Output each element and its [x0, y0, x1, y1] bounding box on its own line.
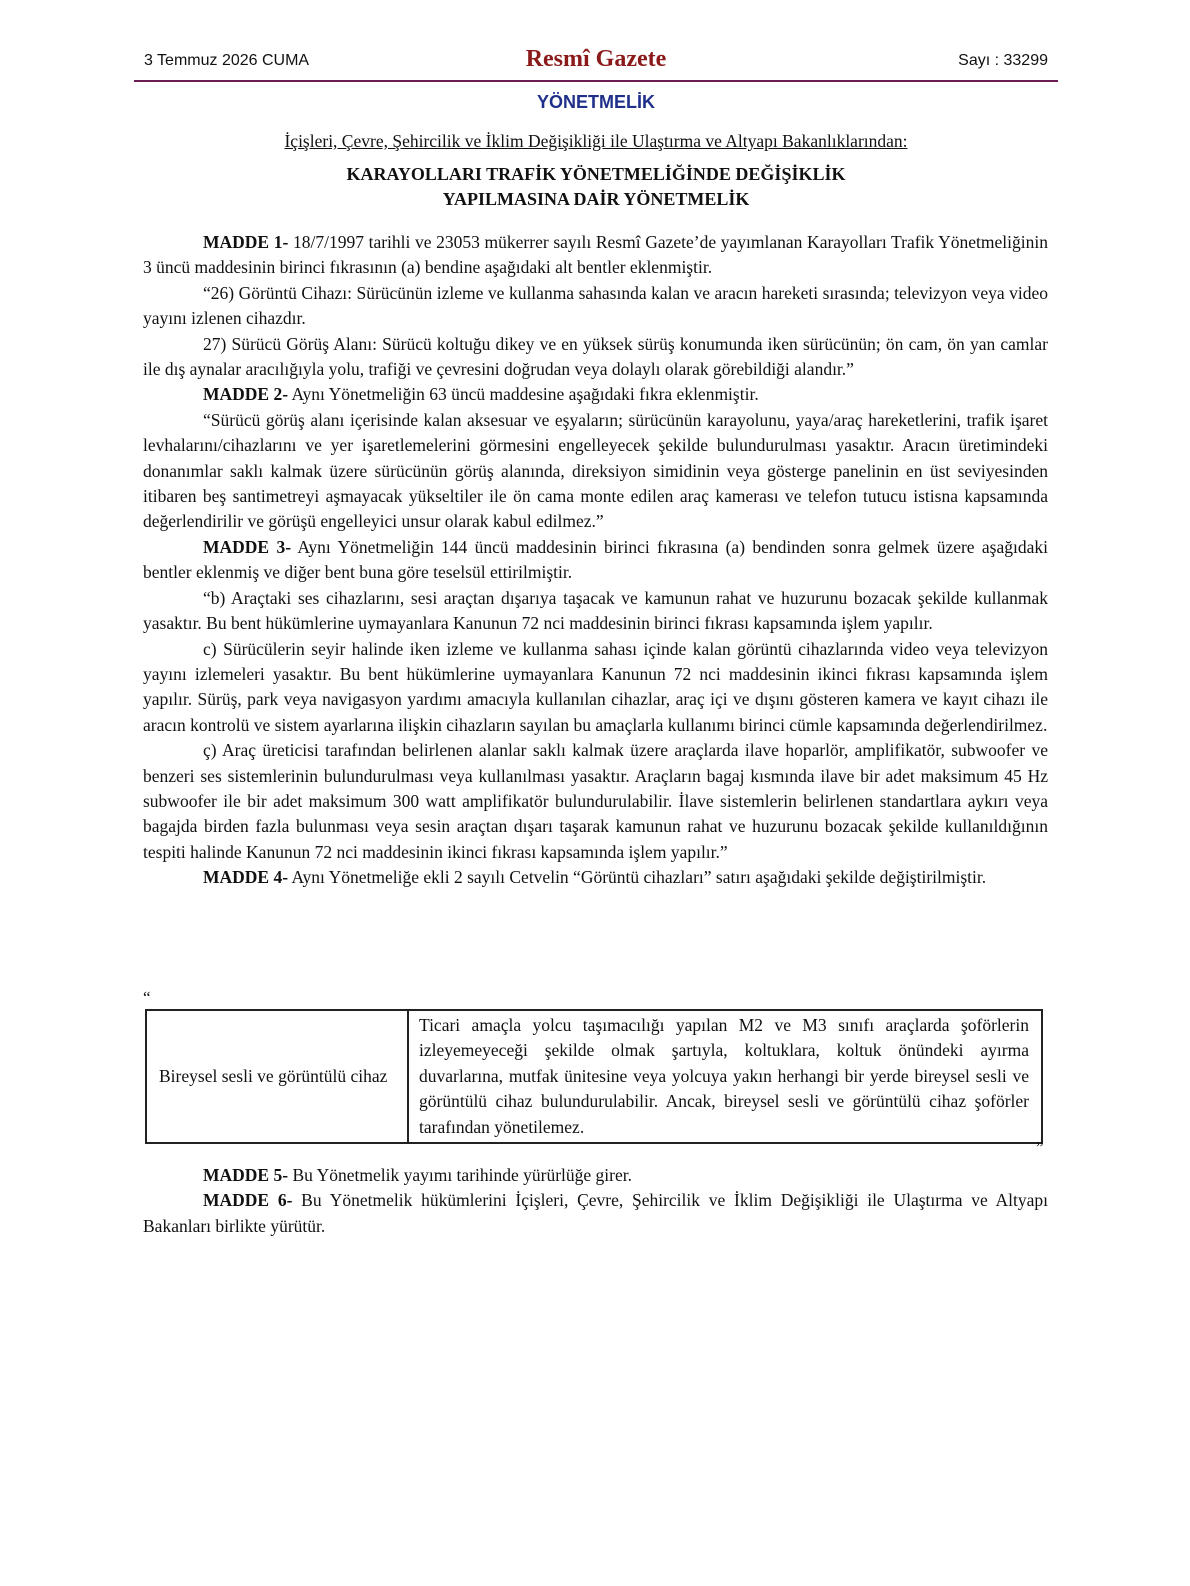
final-articles [143, 1163, 1048, 1239]
paragraph-27: 27) Sürücü Görüş Alanı: Sürücü koltuğu dikey ve en yüksek sürüş konumunda iken sürücünün; ön cam, ön yan camlar ile dış aynalar aracılığıyla yolu, trafiği ve çevresini doğrudan veya dolaylı olarak görebildiği alandır.” [143, 333, 1048, 380]
regulation-title [134, 162, 1058, 212]
opening-quote: “ [143, 988, 151, 1007]
article-label: MADDE 1- [203, 232, 289, 252]
paragraph-article-2: “Sürücü görüş alanı içerisinde kalan aksesuar ve eşyaların; sürücünün karayolunu, yaya/araç hareketlerini, trafik işaret levhalarını/cihazlarını ve yer işaretlemelerini görmesini engelleyecek şekilde bulundurulması yasaktır. Aracın üretimindeki donanımlar saklı kalmak üzere sürücünün görüş alanında, direksiyon simidinin veya gösterge panelinin en üst seviyesinden itibaren beş santimetreyi aşmayacak yükseltiler ile ön cama monte edilen araç kamerası ve telefon tutucu istisna kapsamında değerlendirilir ve görüşü engelleyici unsur olarak kabul edilmez.” [143, 409, 1048, 532]
paragraph-b: “b) Araçtaki ses cihazlarını, sesi araçtan dışarıya taşacak ve kamunun rahat ve huzurunu bozacak şekilde kullanmak yasaktır. Bu bent hükümlerine uymayanlara Kanunun 72 nci maddesinin birinci fıkrası kapsamında işlem yapılır. [143, 587, 1048, 634]
paragraph-c: c) Sürücülerin seyir halinde iken izleme ve kullanma sahası içinde kalan görüntü cihazlarında video veya televizyon yayını izlemeleri yasaktır. Bu bent hükümlerine uymayanlara Kanunun 72 nci maddesinin ikinci fıkrası kapsamında işlem yapılır. Sürüş, park veya navigasyon yardımı amacıyla kullanılan cihazlar, araç içi ve dışını gösteren kamera ve kayıt cihazı ile aracın kontrolü ve sistem ayarlarına ilişkin cihazların sayılan bu amaçlarla kullanımı birinci cümle kapsamında değerlendirilmez. [143, 638, 1048, 735]
article-5 [143, 1163, 1048, 1188]
table-row [146, 1010, 1042, 1143]
schedule-table [145, 1009, 1043, 1144]
article-text: Bu Yönetmelik yayımı tarihinde yürürlüğe girer. [288, 1165, 632, 1185]
regulation-body [143, 230, 1048, 891]
article-text: 18/7/1997 tarihli ve 23053 mükerrer sayılı Resmî Gazete’de yayımlanan Karayolları Trafik Yönetmeliğinin 3 üncü maddesinin birinci fıkrasının (a) bendine aşağıdaki alt bentler eklenmiştir. [143, 232, 1048, 278]
article-label: MADDE 4- [203, 867, 289, 888]
article-text: Aynı Yönetmeliğin 144 üncü maddesinin birinci fıkrasına (a) bendinden sonra gelmek üzere aşağıdaki bentler eklenmiş ve diğer bent buna göre teselsül ettirilmiştir. [143, 536, 1048, 583]
table-cell-rule: Ticari amaçla yolcu taşımacılığı yapılan M2 ve M3 sınıfı araçlarda şoförlerin izleyemeyeceği şekilde olmak şartıyla, koltuklara, koltuk önündeki ayırma duvarlarına, mutfak ünitesine veya yolcuya yakın herhangi bir yerde bireysel sesli ve görüntülü cihaz bulundurulabilir. Ancak, bireysel sesli ve görüntülü cihaz şoförler tarafından yönetilemez. [408, 1010, 1042, 1143]
article-label: MADDE 2- [203, 384, 289, 405]
article-2 [143, 382, 1048, 407]
article-6 [143, 1188, 1048, 1239]
article-label: MADDE 3- [203, 536, 292, 557]
article-3 [143, 535, 1048, 586]
article-4 [143, 865, 1048, 890]
closing-quote: ” [1036, 1138, 1044, 1157]
issue-number: Sayı : 33299 [958, 52, 1048, 69]
regulation-title-line-1: KARAYOLLARI TRAFİK YÖNETMELİĞİNDE DEĞİŞİKLİK [346, 164, 846, 184]
ministry-line: İçişleri, Çevre, Şehircilik ve İklim Değişikliği ile Ulaştırma ve Altyapı Bakanlıklarından: [284, 131, 908, 151]
gazette-title: Resmî Gazete [525, 46, 667, 72]
page-header [134, 46, 1058, 82]
article-label: MADDE 5- [203, 1165, 289, 1185]
header-date: 3 Temmuz 2026 CUMA [144, 52, 310, 69]
paragraph-26: “26) Görüntü Cihazı: Sürücünün izleme ve kullanma sahasında kalan ve aracın hareketi sırasında; televizyon veya video yayını izlenen cihazdır. [143, 282, 1048, 329]
article-text: Aynı Yönetmeliğin 63 üncü maddesine aşağıdaki fıkra eklenmiştir. [288, 384, 759, 405]
table-cell-device: Bireysel sesli ve görüntülü cihaz [146, 1010, 408, 1143]
article-1 [143, 230, 1048, 281]
article-text: Bu Yönetmelik hükümlerini İçişleri, Çevre, Şehircilik ve İklim Değişikliği ile Ulaştırma ve Altyapı Bakanları birlikte yürütür. [143, 1190, 1048, 1236]
article-label: MADDE 6- [203, 1190, 293, 1211]
regulation-title-line-2: YAPILMASINA DAİR YÖNETMELİK [442, 189, 750, 209]
paragraph-cc: ç) Araç üreticisi tarafından belirlenen alanlar saklı kalmak üzere araçlarda ilave hoparlör, amplifikatör, subwoofer ve benzeri ses sistemlerinin bulundurulması veya kullanılması yasaktır. Araçların bagaj kısmında ilave bir adet maksimum 45 Hz subwoofer ile bir adet maksimum 300 watt amplifikatör bulundurulabilir. İlave sistemlerin belirlenen standartlara aykırı veya bagajda birden fazla bulunması veya sesin araçtan dışarı taşarak kamunun rahat ve huzurunu bozacak şekilde kullanıldığının tespiti halinde Kanunun 72 nci maddesinin ikinci fıkrası kapsamında işlem yapılır.” [143, 740, 1048, 862]
section-heading: YÖNETMELİK [536, 92, 655, 112]
article-text: Aynı Yönetmeliğe ekli 2 sayılı Cetvelin “Görüntü cihazları” satırı aşağıdaki şekilde değiştirilmiştir. [288, 867, 987, 888]
